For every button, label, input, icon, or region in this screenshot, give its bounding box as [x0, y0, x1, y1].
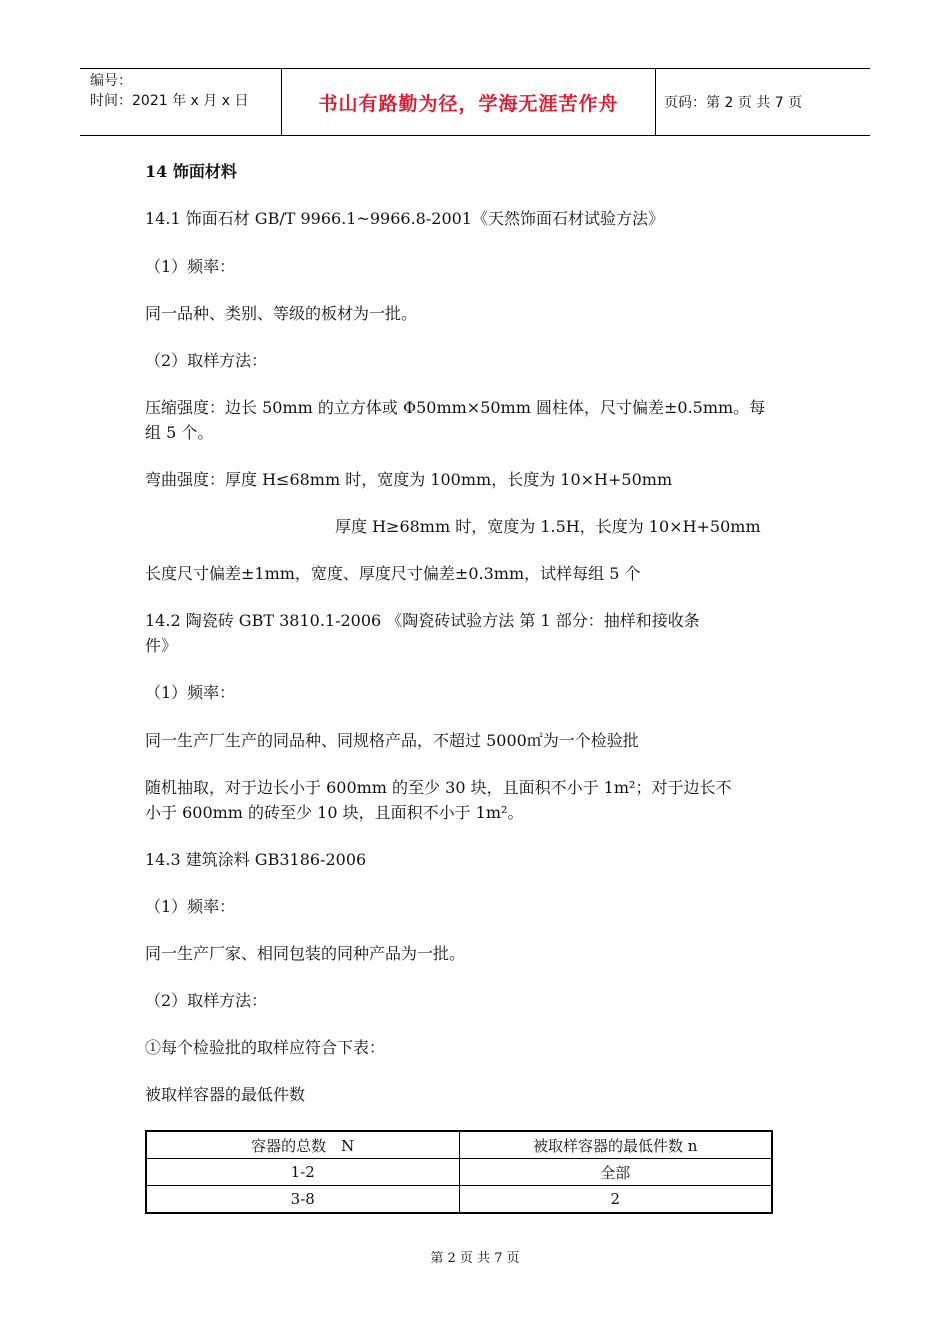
paragraph: 同一品种、类别、等级的板材为一批。	[145, 304, 418, 323]
paragraph: （2）取样方法：	[145, 991, 268, 1010]
doc-time: 时间：2021 年 x 月 x 日	[90, 93, 249, 109]
paragraph: （1）频率：	[145, 897, 236, 916]
table-cell: 全部	[459, 1159, 772, 1186]
subsection-heading: 14.3 建筑涂料 GB3186-2006	[145, 850, 367, 869]
subsection-heading: 件》	[145, 636, 178, 655]
paragraph: 同一生产厂家、相同包装的同种产品为一批。	[145, 944, 466, 963]
table-cell: 1-2	[146, 1159, 459, 1186]
table-header-row	[146, 1131, 772, 1159]
paragraph: 弯曲强度：厚度 H≤68mm 时，宽度为 100mm，长度为 10×H+50mm	[145, 470, 673, 489]
paragraph: ①每个检验批的取样应符合下表：	[145, 1038, 386, 1057]
page-footer: 第 2 页 共 7 页	[430, 1251, 520, 1266]
paragraph: 同一生产厂生产的同品种、同规格产品，不超过 5000㎡为一个检验批	[145, 731, 639, 750]
paragraph: （1）频率：	[145, 683, 236, 702]
header-page-info: 页码：第 2 页 共 7 页	[664, 95, 803, 111]
table-header-cell: 被取样容器的最低件数 n	[459, 1131, 772, 1159]
table-header-cell: 容器的总数 N	[146, 1131, 459, 1159]
table-row	[146, 1159, 772, 1186]
paragraph: 长度尺寸偏差±1mm，宽度、厚度尺寸偏差±0.3mm，试样每组 5 个	[145, 564, 641, 583]
paragraph: 组 5 个。	[145, 423, 214, 442]
paragraph: （1）频率：	[145, 257, 236, 276]
section-heading: 14 饰面材料	[145, 162, 237, 181]
table-cell: 3-8	[146, 1186, 459, 1214]
subsection-heading: 14.2 陶瓷砖 GBT 3810.1-2006 《陶瓷砖试验方法 第 1 部分：抽样和接收条	[145, 611, 700, 630]
paragraph: （2）取样方法：	[145, 351, 268, 370]
paragraph: 小于 600mm 的砖至少 10 块，且面积不小于 1m²。	[145, 803, 524, 822]
table-caption: 被取样容器的最低件数	[145, 1085, 306, 1104]
table-cell: 2	[459, 1186, 772, 1214]
paragraph: 压缩强度：边长 50mm 的立方体或 Φ50mm×50mm 圆柱体，尺寸偏差±0.5mm。每	[145, 398, 766, 417]
sampling-table	[145, 1130, 773, 1214]
header-motto: 书山有路勤为径，学海无涯苦作舟	[282, 69, 656, 135]
header-meta	[80, 69, 282, 135]
paragraph: 随机抽取，对于边长小于 600mm 的至少 30 块，且面积不小于 1m²；对于边长不	[145, 778, 732, 797]
doc-number-label: 编号：	[90, 73, 132, 89]
subsection-heading: 14.1 饰面石材 GB/T 9966.1~9966.8-2001《天然饰面石材试验方法》	[145, 209, 664, 228]
page-header	[80, 68, 870, 136]
paragraph: 厚度 H≥68mm 时，宽度为 1.5H，长度为 10×H+50mm	[335, 517, 761, 536]
table-row	[146, 1186, 772, 1214]
